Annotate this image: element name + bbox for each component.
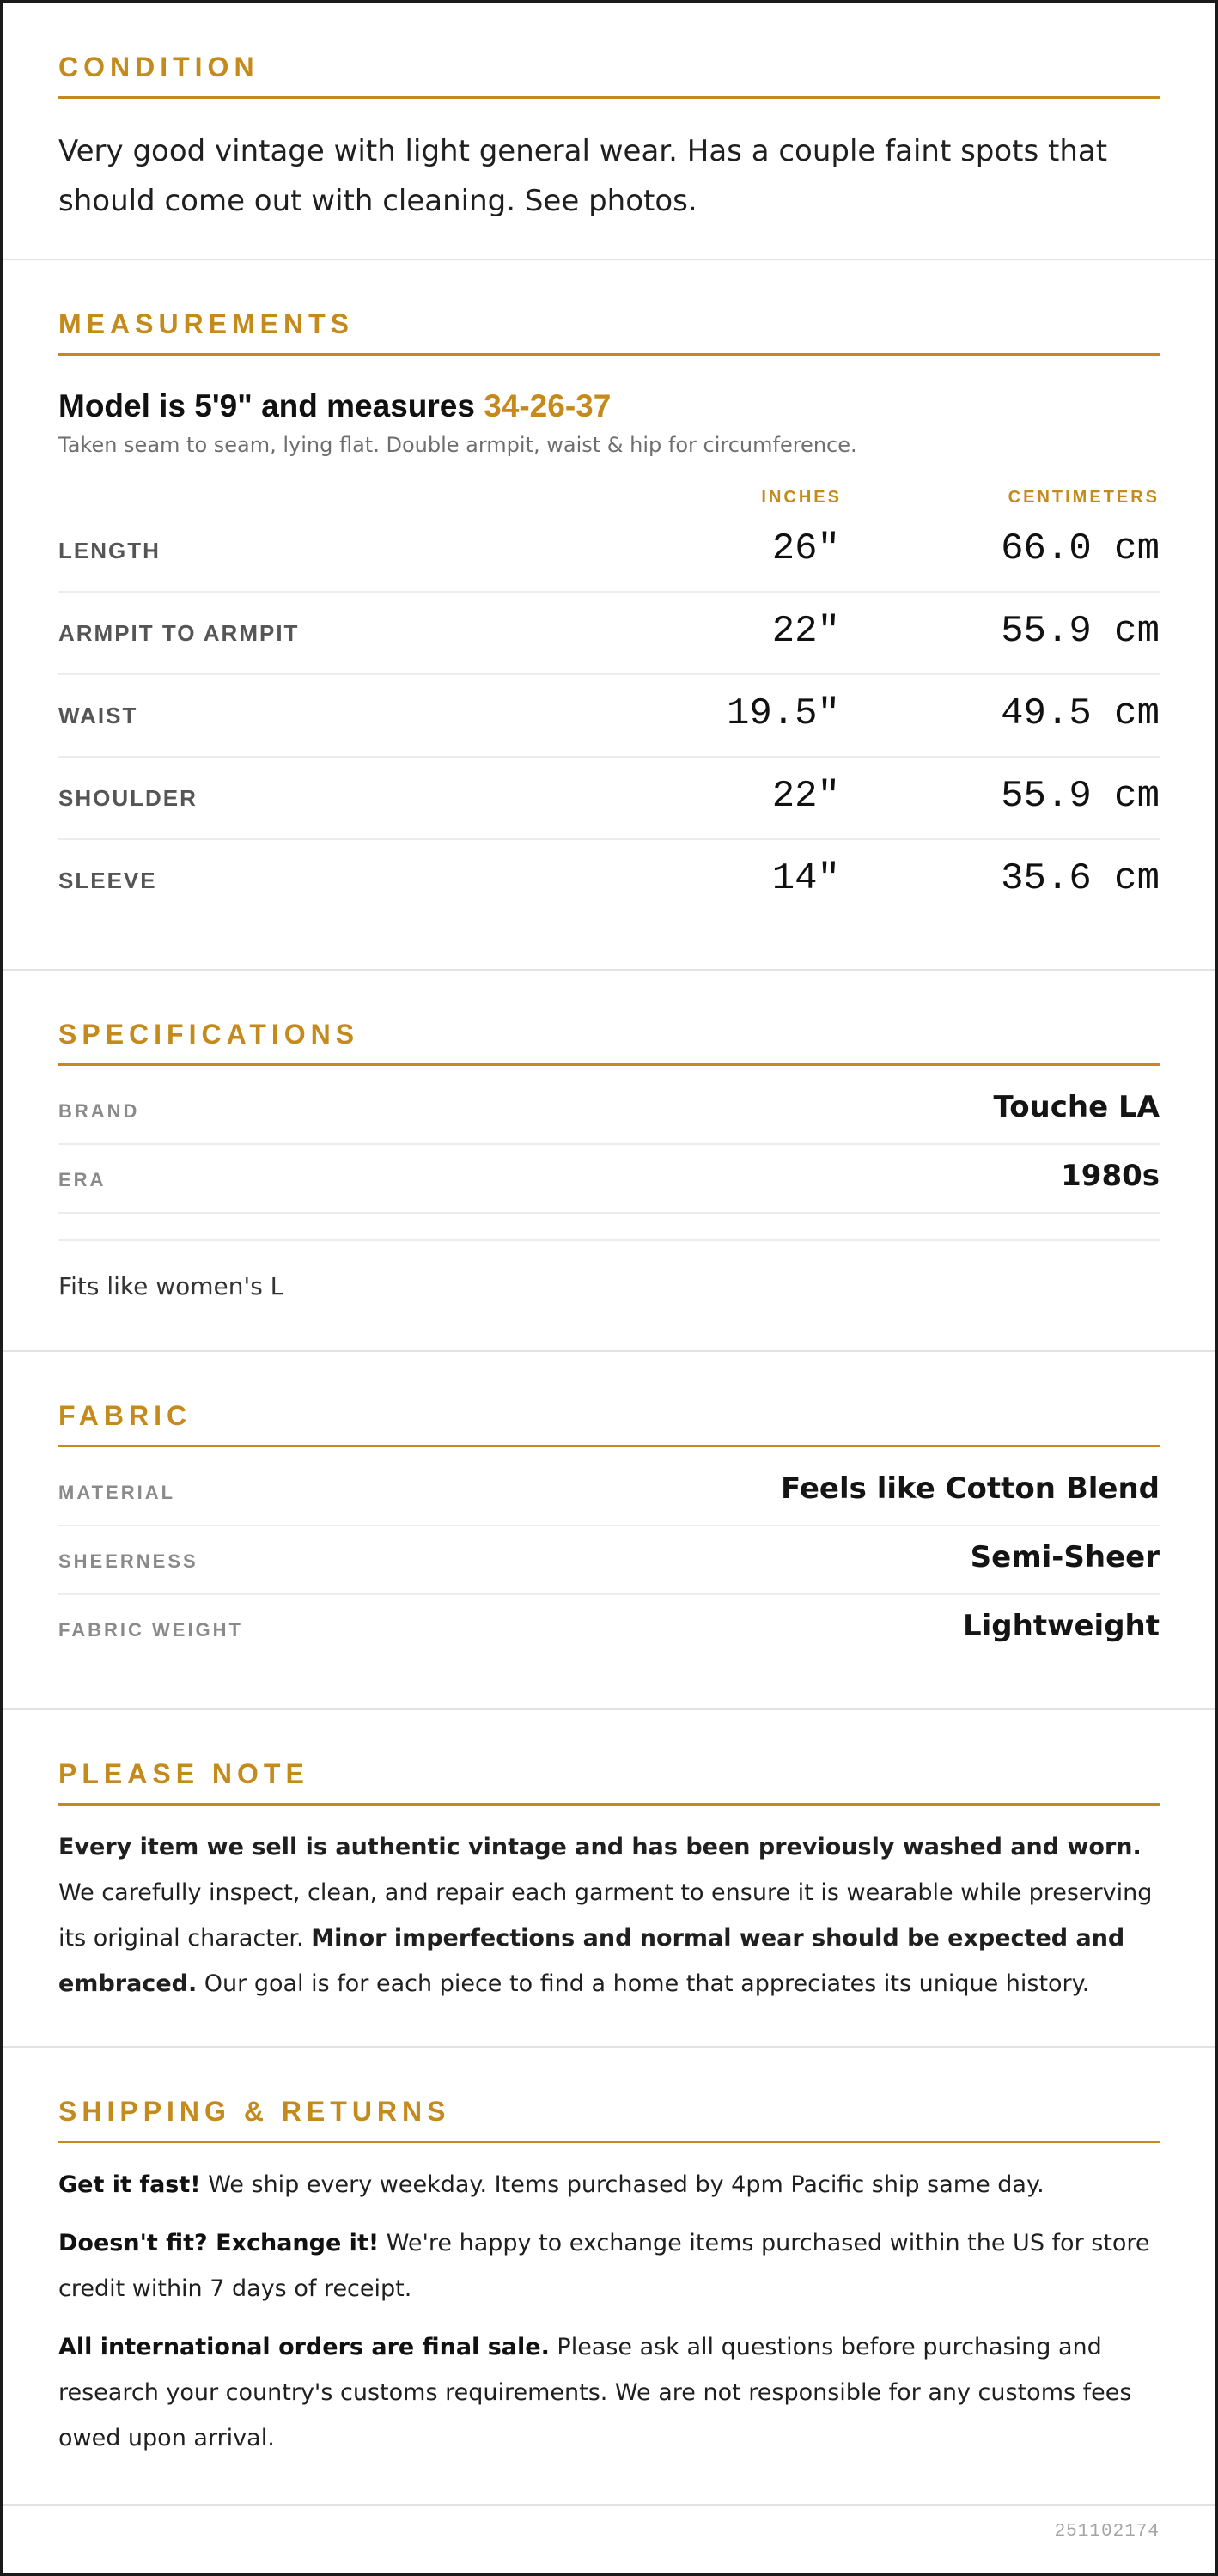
fabric-section <box>3 1352 1215 1710</box>
model-measurements <box>58 387 1160 426</box>
measurement-cm: 49.5 cm <box>1001 692 1160 735</box>
specifications-heading: SPECIFICATIONS <box>58 1017 1160 1066</box>
measurement-inches: 14" <box>771 857 840 900</box>
measurement-note: Taken seam to seam, lying flat. Double armpit, waist & hip for circumference. <box>58 433 857 457</box>
note-bold-1: Every item we sell is authentic vintage and has been previously washed and worn. <box>58 1834 1142 1860</box>
fabric-row-weight <box>58 1595 1160 1662</box>
measurement-inches: 22" <box>771 775 840 818</box>
note-bold-2: Minor imperfections and normal wear should be expected and embraced. <box>58 1925 1125 1997</box>
measurement-label: SLEEVE <box>58 868 157 893</box>
measurements-section <box>3 260 1215 971</box>
spec-label: ERA <box>58 1169 107 1191</box>
fabric-label: SHEERNESS <box>58 1550 198 1572</box>
item-serial-number: 251102174 <box>1054 2522 1160 2542</box>
measurement-cm: 55.9 cm <box>1001 775 1160 818</box>
measurement-inches: 19.5" <box>726 692 840 735</box>
fabric-value: Lightweight <box>962 1609 1160 1643</box>
shipping-text-2: We're happy to exchange items purchased within the US for store credit within 7 days of receipt. <box>58 2230 1150 2302</box>
measurement-inches: 22" <box>771 610 840 653</box>
shipping-paragraph-2 <box>58 2220 1160 2311</box>
measurement-label: WAIST <box>58 703 138 728</box>
centimeters-column-header: CENTIMETERS <box>1008 488 1160 507</box>
measurement-cm: 35.6 cm <box>1001 857 1160 900</box>
shipping-paragraph-3 <box>58 2324 1160 2461</box>
measurement-label: SHOULDER <box>58 785 198 811</box>
shipping-paragraph-1 <box>58 2162 1160 2208</box>
please-note-section <box>3 1710 1215 2048</box>
spec-row-brand <box>58 1076 1160 1145</box>
shipping-text-1: We ship every weekday. Items purchased by 4pm Pacific ship same day. <box>200 2171 1044 2198</box>
model-prefix: Model is 5'9" and measures <box>58 388 484 423</box>
shipping-heading: SHIPPING & RETURNS <box>58 2094 1160 2143</box>
shipping-text-3: Please ask all questions before purchasing and research your country's customs requirements. We are not responsible for any customs fees owed upon arrival. <box>58 2334 1132 2451</box>
condition-heading: CONDITION <box>58 50 1160 99</box>
please-note-text <box>58 1824 1160 2007</box>
spec-label: BRAND <box>58 1100 140 1122</box>
fabric-value: Feels like Cotton Blend <box>781 1471 1160 1506</box>
measurements-heading: MEASUREMENTS <box>58 307 1160 356</box>
shipping-bold-2: Doesn't fit? Exchange it! <box>58 2230 380 2256</box>
fabric-label: MATERIAL <box>58 1482 176 1503</box>
measurement-label: LENGTH <box>58 538 161 563</box>
inches-column-header: INCHES <box>761 488 842 507</box>
shipping-bold-3: All international orders are final sale. <box>58 2334 550 2360</box>
measurement-column-headers <box>58 459 1160 510</box>
spec-row-era <box>58 1145 1160 1214</box>
measurement-inches: 26" <box>771 527 840 570</box>
measurement-row <box>58 758 1160 840</box>
spec-value: Touche LA <box>993 1090 1160 1124</box>
fit-note: Fits like women's L <box>58 1272 284 1300</box>
measurement-table <box>58 510 1160 921</box>
spec-value: 1980s <box>1061 1159 1160 1193</box>
shipping-bold-1: Get it fast! <box>58 2171 201 2198</box>
measurement-cm: 66.0 cm <box>1001 527 1160 570</box>
measurement-row <box>58 675 1160 758</box>
measurement-label: ARMPIT TO ARMPIT <box>58 620 300 646</box>
specifications-section <box>3 971 1215 1352</box>
note-text-2: Our goal is for each piece to find a home that appreciates its unique history. <box>197 1970 1090 1997</box>
model-figures: 34-26-37 <box>484 388 612 423</box>
condition-text: Very good vintage with light general wear. Has a couple faint spots that should come out with cleaning. See photos. <box>58 134 1108 218</box>
shipping-section <box>3 2048 1215 2506</box>
condition-section <box>3 3 1215 260</box>
measurement-row <box>58 593 1160 675</box>
measurement-cm: 55.9 cm <box>1001 610 1160 653</box>
fabric-row-sheerness <box>58 1526 1160 1595</box>
measurement-row <box>58 840 1160 921</box>
fabric-label: FABRIC WEIGHT <box>58 1619 243 1641</box>
note-text-1: We carefully inspect, clean, and repair each garment to ensure it is wearable while preserving its original character. <box>58 1879 1153 1952</box>
please-note-heading: PLEASE NOTE <box>58 1757 1160 1806</box>
measurement-row <box>58 510 1160 593</box>
fabric-heading: FABRIC <box>58 1398 1160 1447</box>
fabric-row-material <box>58 1458 1160 1526</box>
fabric-value: Semi-Sheer <box>970 1540 1160 1574</box>
